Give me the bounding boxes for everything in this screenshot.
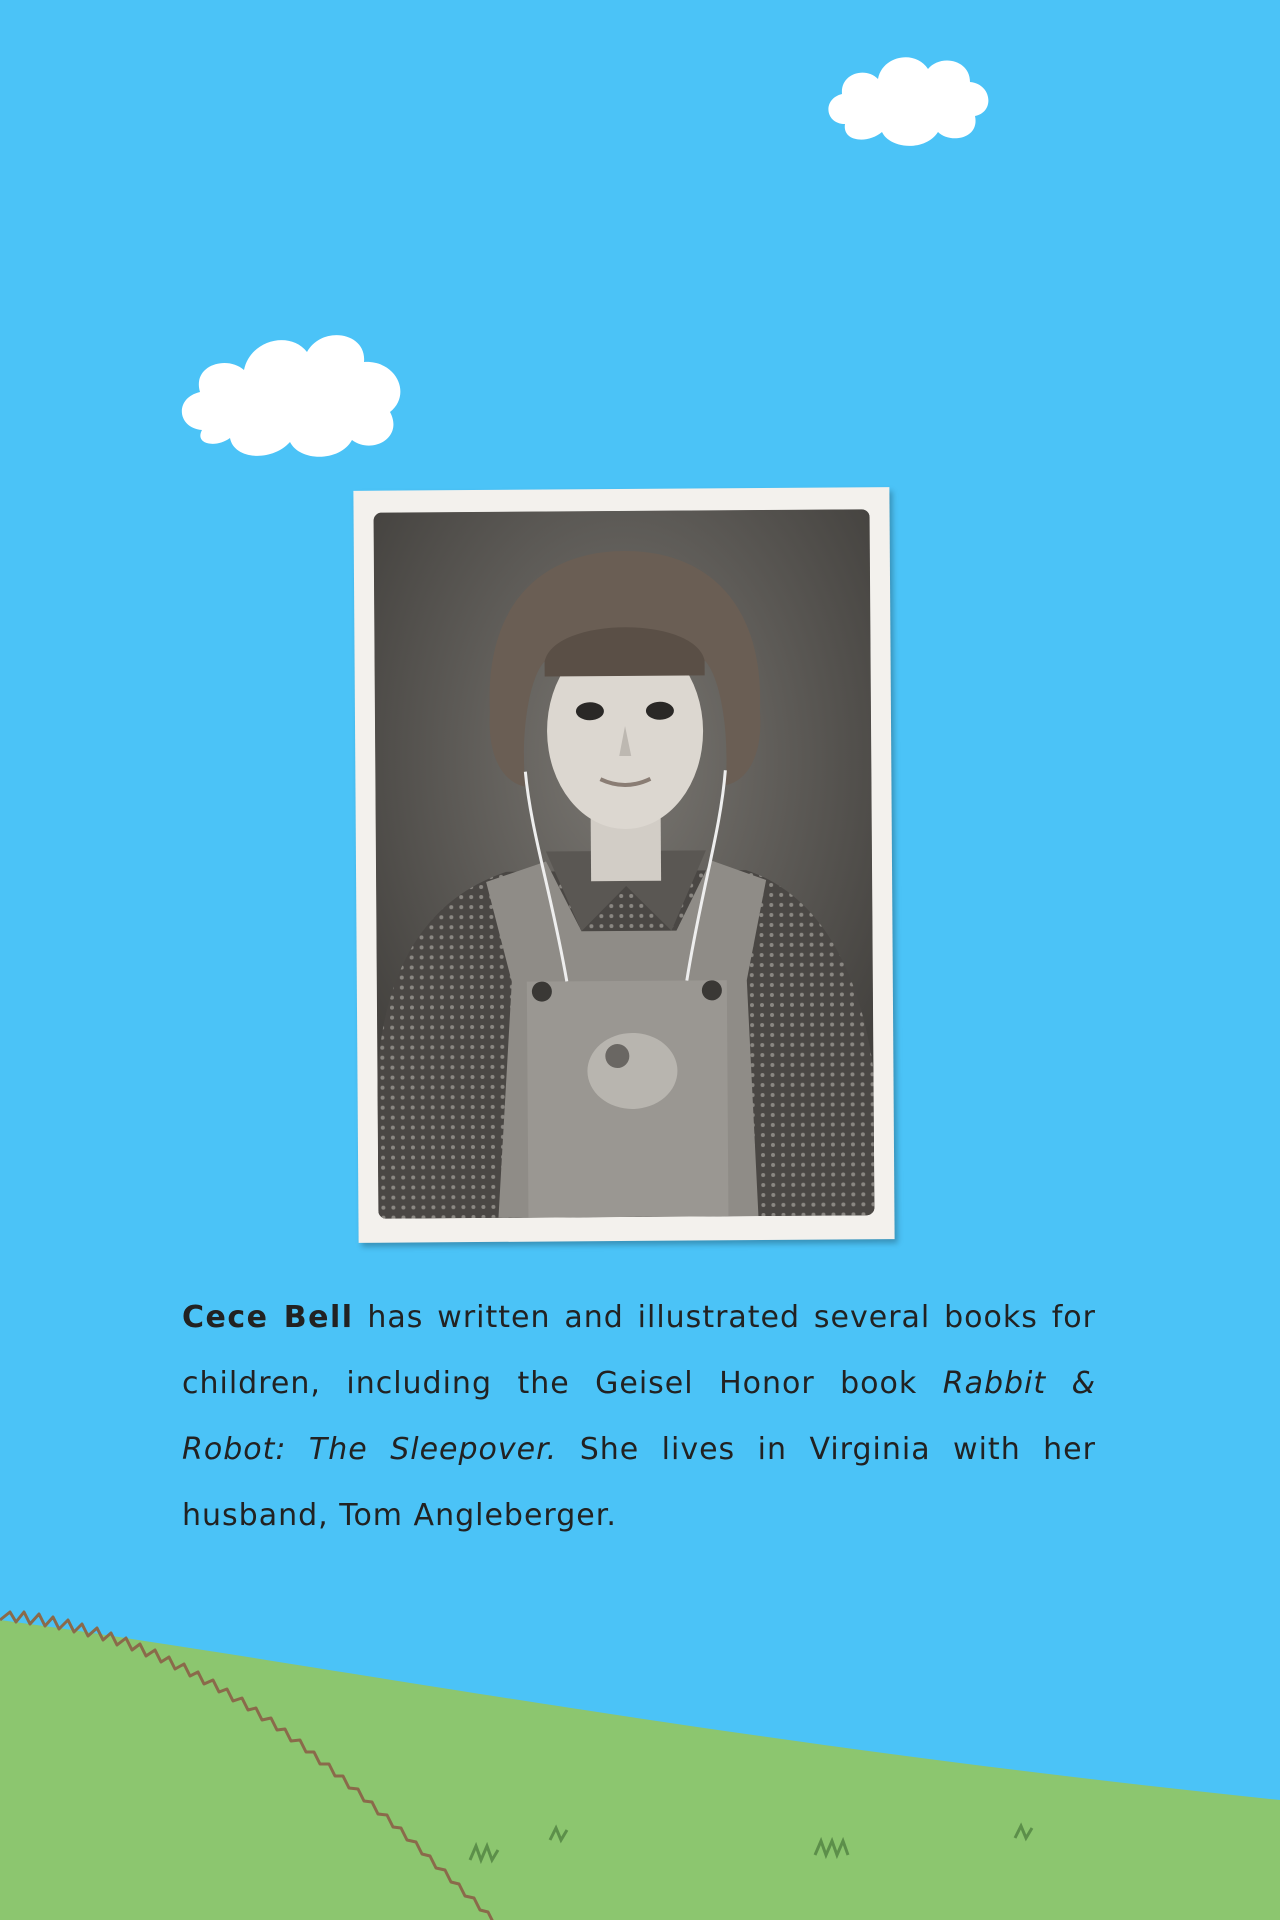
- portrait-photo-frame: [353, 487, 894, 1243]
- grassy-hill: [0, 1600, 1280, 1920]
- author-bio: [182, 1285, 1096, 1549]
- book-title: Rabbit & Robot: The Sleepover.: [182, 1366, 1097, 1467]
- portrait-photo: [374, 509, 875, 1218]
- bio-text-part-1: has written and illustrated several books for children, including the Geisel Honor book: [182, 1300, 1096, 1401]
- cloud-icon: [172, 320, 414, 465]
- author-name: Cece Bell: [182, 1300, 354, 1335]
- cloud-icon: [820, 44, 995, 154]
- bio-text-part-2: She lives in Virginia with her husband, Tom Angleberger.: [182, 1432, 1096, 1533]
